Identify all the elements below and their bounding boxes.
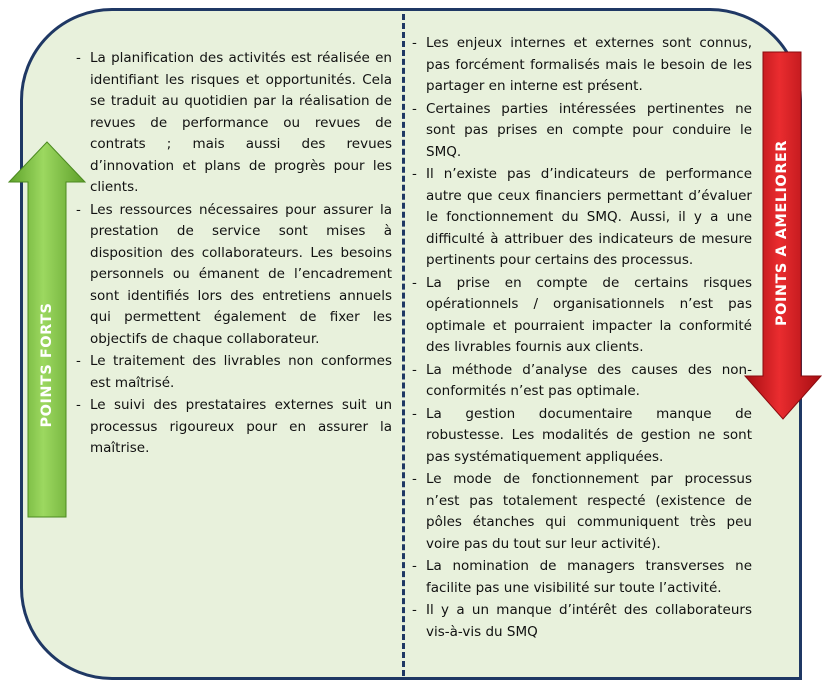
list-item: - Le mode de fonctionnement par processus n’est pas totalement respecté (existence de pôles étanches qui communiquent très peu voire pas du tout sur leur activité). (412, 469, 752, 555)
improvements-column (412, 33, 752, 643)
improvements-arrow (742, 50, 824, 422)
list-item: - Le traitement des livrables non conformes est maîtrisé. (72, 351, 392, 394)
list-item: - Il n’existe pas d’indicateurs de performance autre que ceux financiers permettant d’évaluer le fonctionnement du SMQ. Aussi, il y a une difficulté à attribuer des indicateurs de mesure pertinents pour certains des processus. (412, 164, 752, 272)
strengths-list (72, 48, 392, 460)
improvements-label: POINTS A AMELIORER (774, 140, 790, 326)
list-item: - Les enjeux internes et externes sont connus, pas forcément formalisés mais le besoin de les partager en interne est présent. (412, 33, 752, 98)
strengths-column (72, 48, 392, 460)
list-item: - La planification des activités est réalisée en identifiant les risques et opportunités. Cela se traduit au quotidien par la réalisation de revues de performance ou revues de contrats ; mais aussi des revues d’innovation et plans de progrès pour les clients. (72, 48, 392, 199)
list-item: - Le suivi des prestataires externes suit un processus rigoureux pour en assurer la maîtrise. (72, 395, 392, 460)
list-item: - La prise en compte de certains risques opérationnels / organisationnels n’est pas optimale et pourraient impacter la conformité des livrables fournis aux clients. (412, 273, 752, 359)
list-item: - La gestion documentaire manque de robustesse. Les modalités de gestion ne sont pas systématiquement appliquées. (412, 404, 752, 469)
column-divider (402, 14, 405, 676)
list-item: - Il y a un manque d’intérêt des collaborateurs vis-à-vis du SMQ (412, 600, 752, 643)
list-item: - La nomination de managers transverses ne facilite pas une visibilité sur toute l’activité. (412, 556, 752, 599)
list-item: - Certaines parties intéressées pertinentes ne sont pas prises en compte pour conduire le SMQ. (412, 99, 752, 164)
strengths-label: POINTS FORTS (39, 302, 55, 428)
list-item: - La méthode d’analyse des causes des non-conformités n’est pas optimale. (412, 360, 752, 403)
improvements-list (412, 33, 752, 643)
list-item: - Les ressources nécessaires pour assurer la prestation de service sont mises à disposition des collaborateurs. Les besoins personnels ou émanent de l’encadrement sont identifiés lors des entretiens annuels qui permettent également de fixer les objectifs de chaque collaborateur. (72, 200, 392, 351)
